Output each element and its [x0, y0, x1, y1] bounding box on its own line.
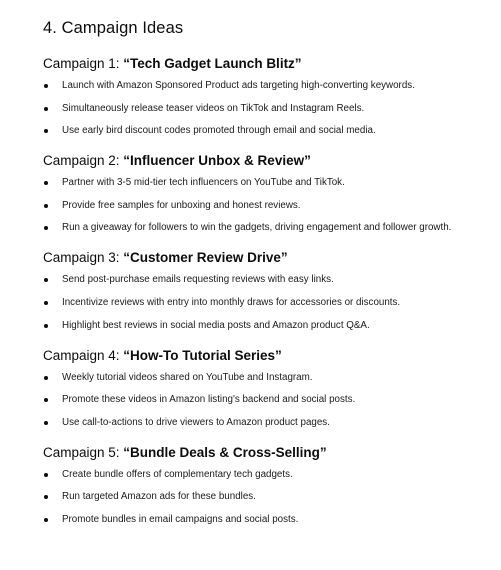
bullet-dot-icon: [44, 278, 48, 282]
bullet-list: [43, 273, 485, 332]
list-item-text: Launch with Amazon Sponsored Product ads targeting high-converting keywords.: [62, 80, 415, 91]
list-item: [43, 199, 485, 213]
campaign-name: “How-To Tutorial Series”: [123, 347, 282, 363]
campaign-name: “Influencer Unbox & Review”: [123, 153, 311, 169]
campaign-heading: [43, 249, 485, 267]
campaign-name: “Tech Gadget Launch Blitz”: [123, 56, 302, 71]
campaign-4: [43, 347, 485, 430]
list-item: [43, 513, 485, 527]
campaign-prefix: Campaign 2:: [43, 153, 124, 169]
campaign-prefix: Campaign 5:: [43, 444, 124, 460]
campaign-3: [43, 249, 485, 332]
bullet-dot-icon: [44, 129, 48, 133]
list-item-text: Simultaneously release teaser videos on TikTok and Instagram Reels.: [62, 102, 365, 114]
list-item: [43, 102, 485, 116]
list-item: [43, 490, 485, 504]
list-item-text: Partner with 3-5 mid-tier tech influencers on YouTube and TikTok.: [62, 177, 345, 189]
list-item-text: Highlight best reviews in social media posts and Amazon product Q&A.: [62, 319, 370, 331]
list-item: [43, 273, 485, 287]
list-item-text: Use early bird discount codes promoted through email and social media.: [62, 125, 376, 137]
campaign-5: [43, 444, 485, 527]
bullet-list: [43, 371, 485, 430]
list-item: [43, 296, 485, 310]
list-item: [43, 124, 485, 138]
list-item: [43, 393, 485, 407]
list-item: [43, 221, 485, 235]
bullet-dot-icon: [44, 226, 48, 230]
list-item-text: Use call-to-actions to drive viewers to Amazon product pages.: [62, 416, 330, 428]
bullet-dot-icon: [44, 107, 48, 111]
list-item-text: Run targeted Amazon ads for these bundles.: [62, 491, 256, 503]
list-item-text: Create bundle offers of complementary tech gadgets.: [62, 468, 293, 480]
campaign-heading: [43, 444, 485, 462]
bullet-dot-icon: [44, 301, 48, 305]
bullet-list: [43, 176, 485, 235]
list-item: [43, 416, 485, 430]
bullet-list: [43, 79, 485, 138]
bullet-dot-icon: [44, 204, 48, 208]
campaign-heading: [43, 152, 485, 170]
bullet-dot-icon: [44, 495, 48, 499]
campaign-prefix: Campaign 1:: [43, 56, 124, 71]
list-item-text: Promote these videos in Amazon listing's backend and social posts.: [62, 394, 356, 406]
list-item: [43, 79, 485, 93]
bullet-dot-icon: [44, 84, 48, 88]
list-item-text: Weekly tutorial videos shared on YouTube and Instagram.: [62, 371, 313, 383]
campaign-name: “Customer Review Drive”: [123, 250, 288, 266]
campaign-name: “Bundle Deals & Cross-Selling”: [123, 444, 327, 460]
list-item-text: Send post-purchase emails requesting reviews with easy links.: [62, 274, 334, 286]
list-item: [43, 468, 485, 482]
list-item-text: Provide free samples for unboxing and honest reviews.: [62, 199, 301, 211]
bullet-dot-icon: [44, 376, 48, 380]
campaign-prefix: Campaign 3:: [43, 250, 124, 266]
bullet-list: [43, 468, 485, 527]
campaign-1: [43, 55, 485, 138]
campaign-2: [43, 152, 485, 235]
bullet-dot-icon: [44, 421, 48, 425]
list-item-text: Promote bundles in email campaigns and social posts.: [62, 513, 299, 525]
bullet-dot-icon: [44, 518, 48, 522]
campaign-heading: [43, 347, 485, 365]
list-item-text: Incentivize reviews with entry into monthly draws for accessories or discounts.: [62, 296, 401, 308]
campaign-prefix: Campaign 4:: [43, 347, 124, 363]
list-item: [43, 176, 485, 190]
bullet-dot-icon: [44, 473, 48, 477]
bullet-dot-icon: [44, 324, 48, 328]
campaign-heading: [43, 55, 485, 73]
bullet-dot-icon: [44, 398, 48, 402]
list-item: [43, 319, 485, 333]
list-item-text: Run a giveaway for followers to win the gadgets, driving engagement and follower growth.: [62, 222, 452, 234]
list-item: [43, 371, 485, 385]
section-title: 4. Campaign Ideas: [43, 19, 184, 37]
bullet-dot-icon: [44, 181, 48, 185]
